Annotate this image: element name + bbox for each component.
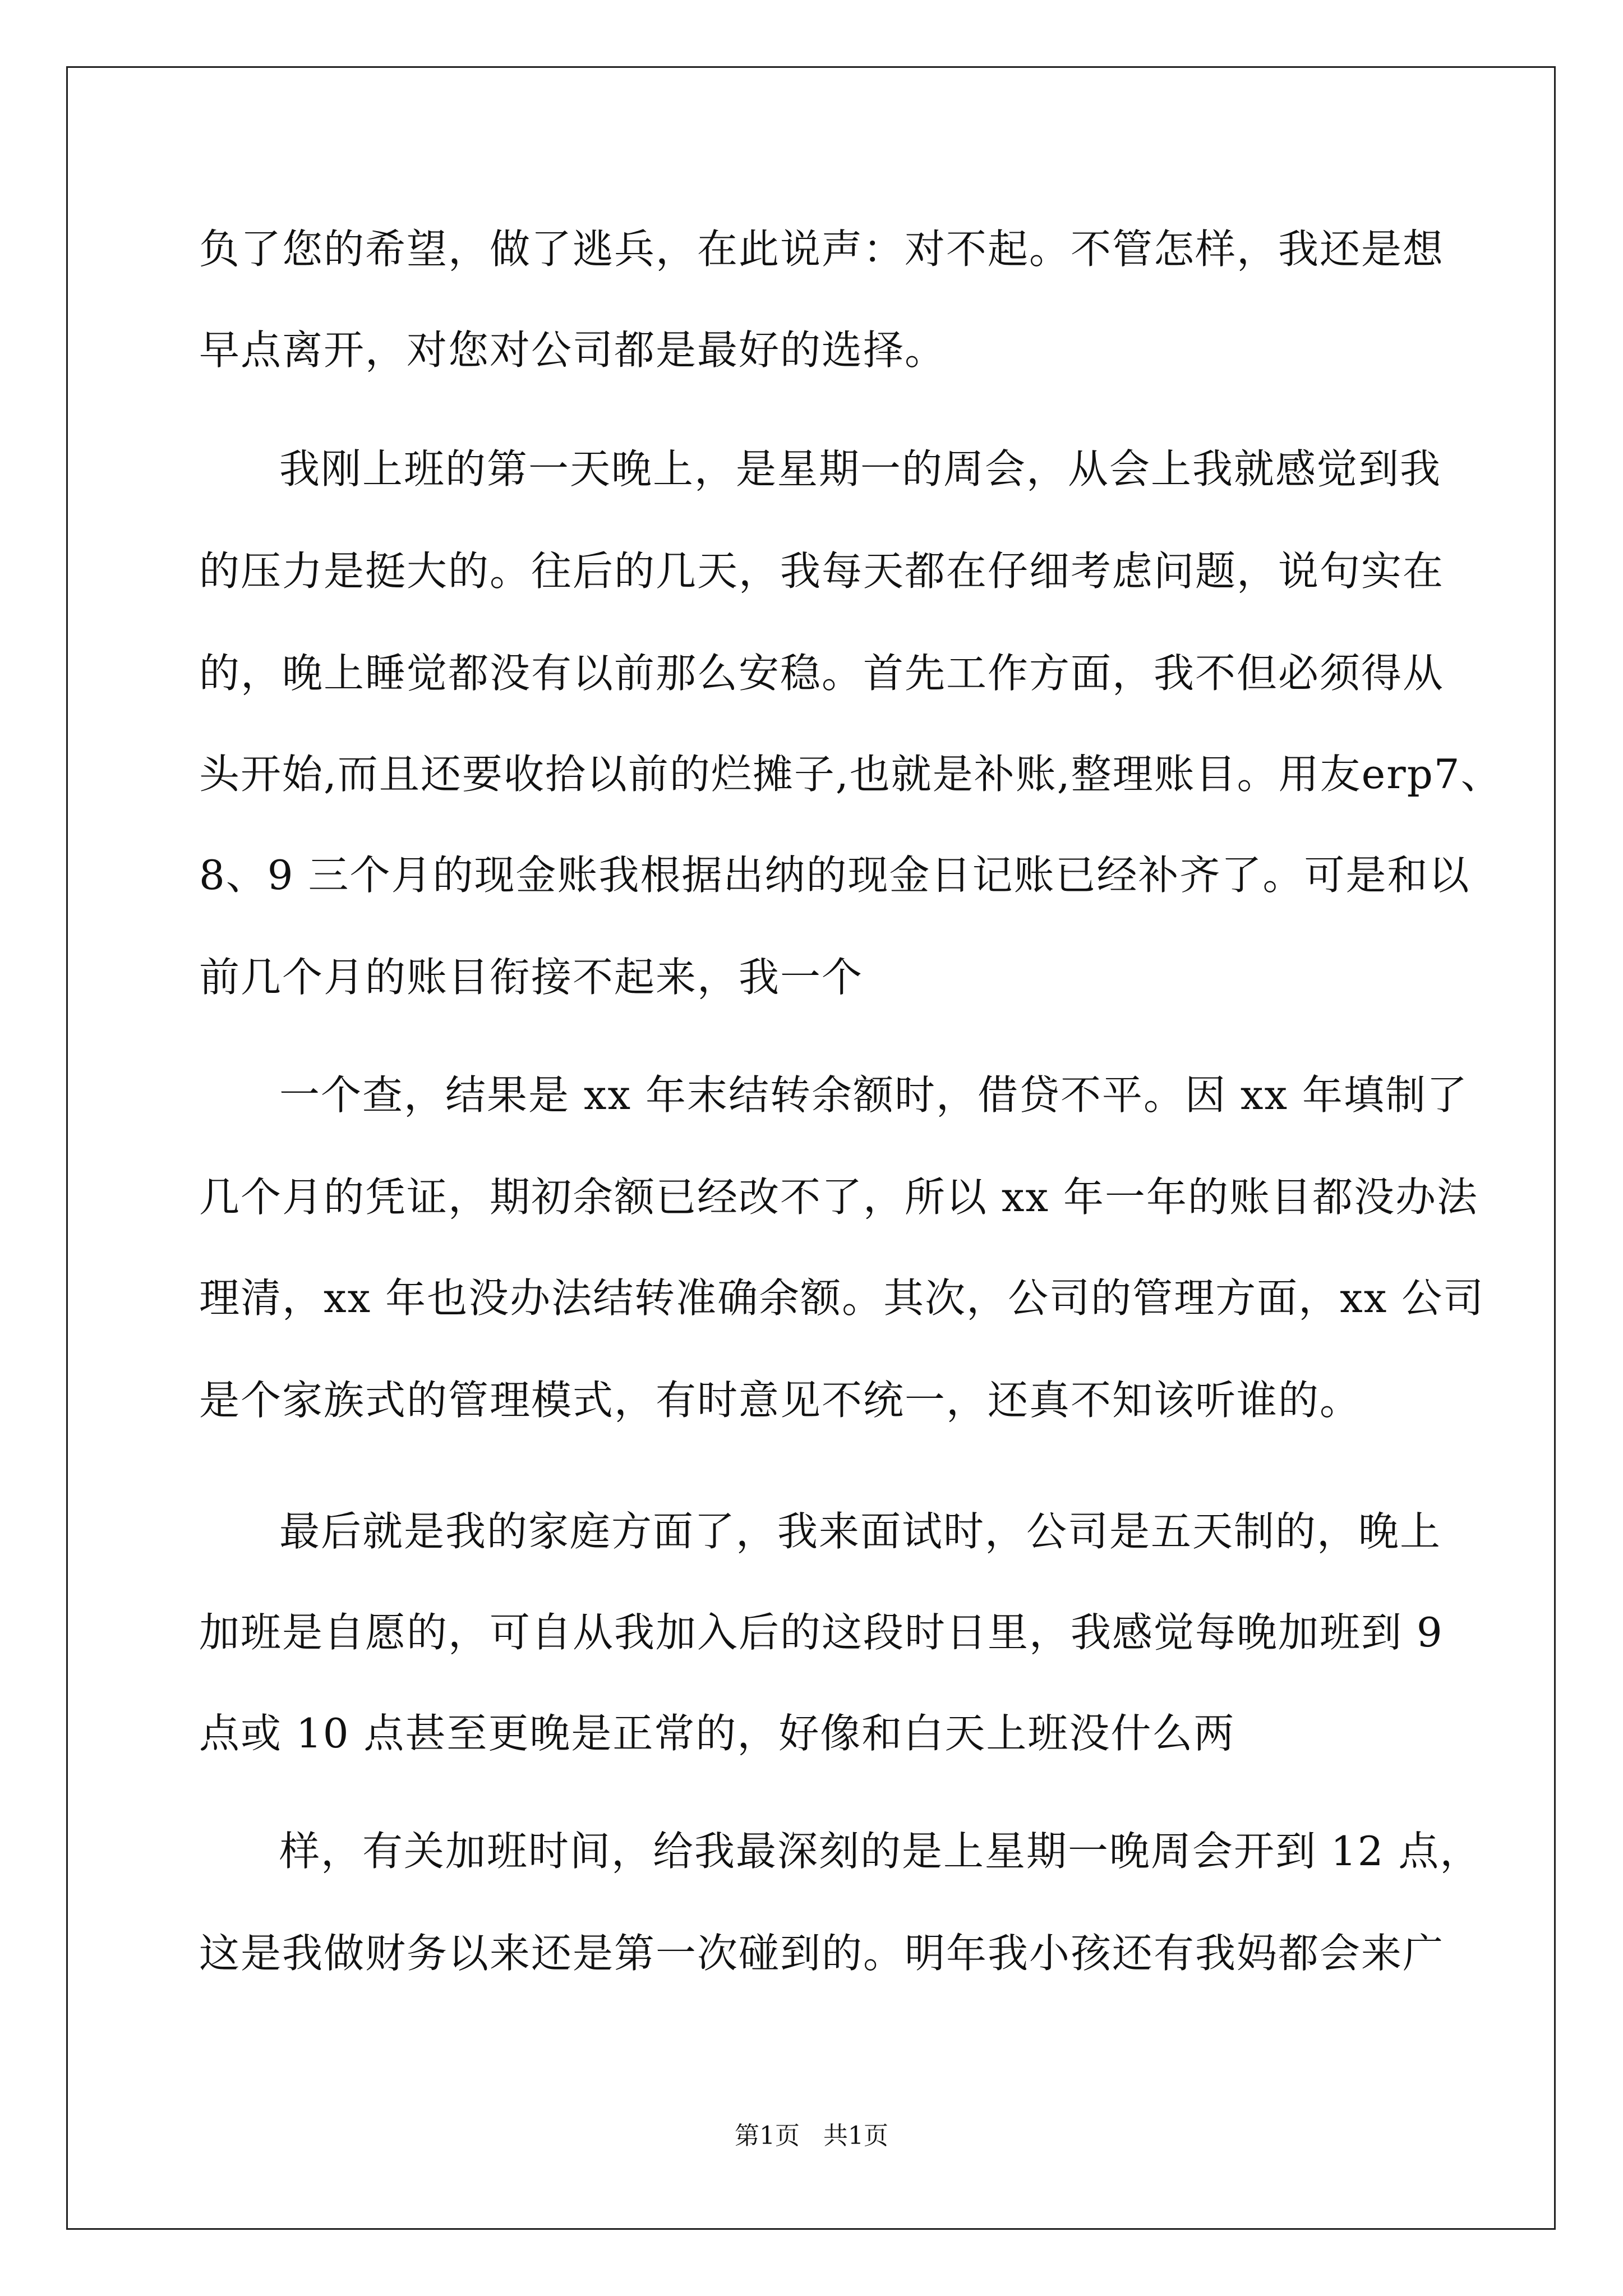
text-line-12: 是个家族式的管理模式，有时意见不统一，还真不知该听谁的。 (199, 1377, 1362, 1424)
text-line-5: 的，晚上睡觉都没有以前那么安稳。首先工作方面，我不但必须得从 (199, 650, 1445, 697)
text-line-9: 一个查，结果是 xx 年末结转余额时，借贷不平。因 xx 年填制了 (279, 1071, 1468, 1119)
text-line-2: 早点离开，对您对公司都是最好的选择。 (199, 326, 947, 374)
page-number-footer: 第1页 共1页 (735, 2122, 888, 2150)
text-line-10: 几个月的凭证，期初余额已经改不了，所以 xx 年一年的账目都没办法 (199, 1174, 1478, 1221)
text-line-17: 这是我做财务以来还是第一次碰到的。明年我小孩还有我妈都会来广 (199, 1930, 1445, 1977)
text-line-15: 点或 10 点甚至更晚是正常的，好像和白天上班没什么两 (199, 1710, 1235, 1757)
text-line-8: 前几个月的账目衔接不起来，我一个 (199, 954, 864, 1001)
text-line-1: 负了您的希望，做了逃兵，在此说声：对不起。不管怎样，我还是想 (199, 226, 1445, 273)
page-border (66, 66, 1556, 2230)
text-line-14: 加班是自愿的，可自从我加入后的这段时日里，我感觉每晚加班到 9 (199, 1609, 1444, 1656)
text-line-3: 我刚上班的第一天晚上，是星期一的周会，从会上我就感觉到我 (279, 445, 1442, 493)
text-line-6: 头开始,而且还要收拾以前的烂摊子,也就是补账,整理账目。用友erp7、 (199, 751, 1502, 798)
text-line-13: 最后就是我的家庭方面了，我来面试时，公司是五天制的，晚上 (279, 1508, 1442, 1555)
text-line-7: 8、9 三个月的现金账我根据出纳的现金日记账已经补齐了。可是和以 (199, 852, 1470, 899)
text-line-4: 的压力是挺大的。往后的几天，我每天都在仔细考虑问题，说句实在 (199, 547, 1445, 595)
text-line-11: 理清，xx 年也没办法结转准确余额。其次，公司的管理方面，xx 公司 (199, 1274, 1485, 1322)
text-line-16: 样，有关加班时间，给我最深刻的是上星期一晚周会开到 12 点， (279, 1828, 1482, 1875)
